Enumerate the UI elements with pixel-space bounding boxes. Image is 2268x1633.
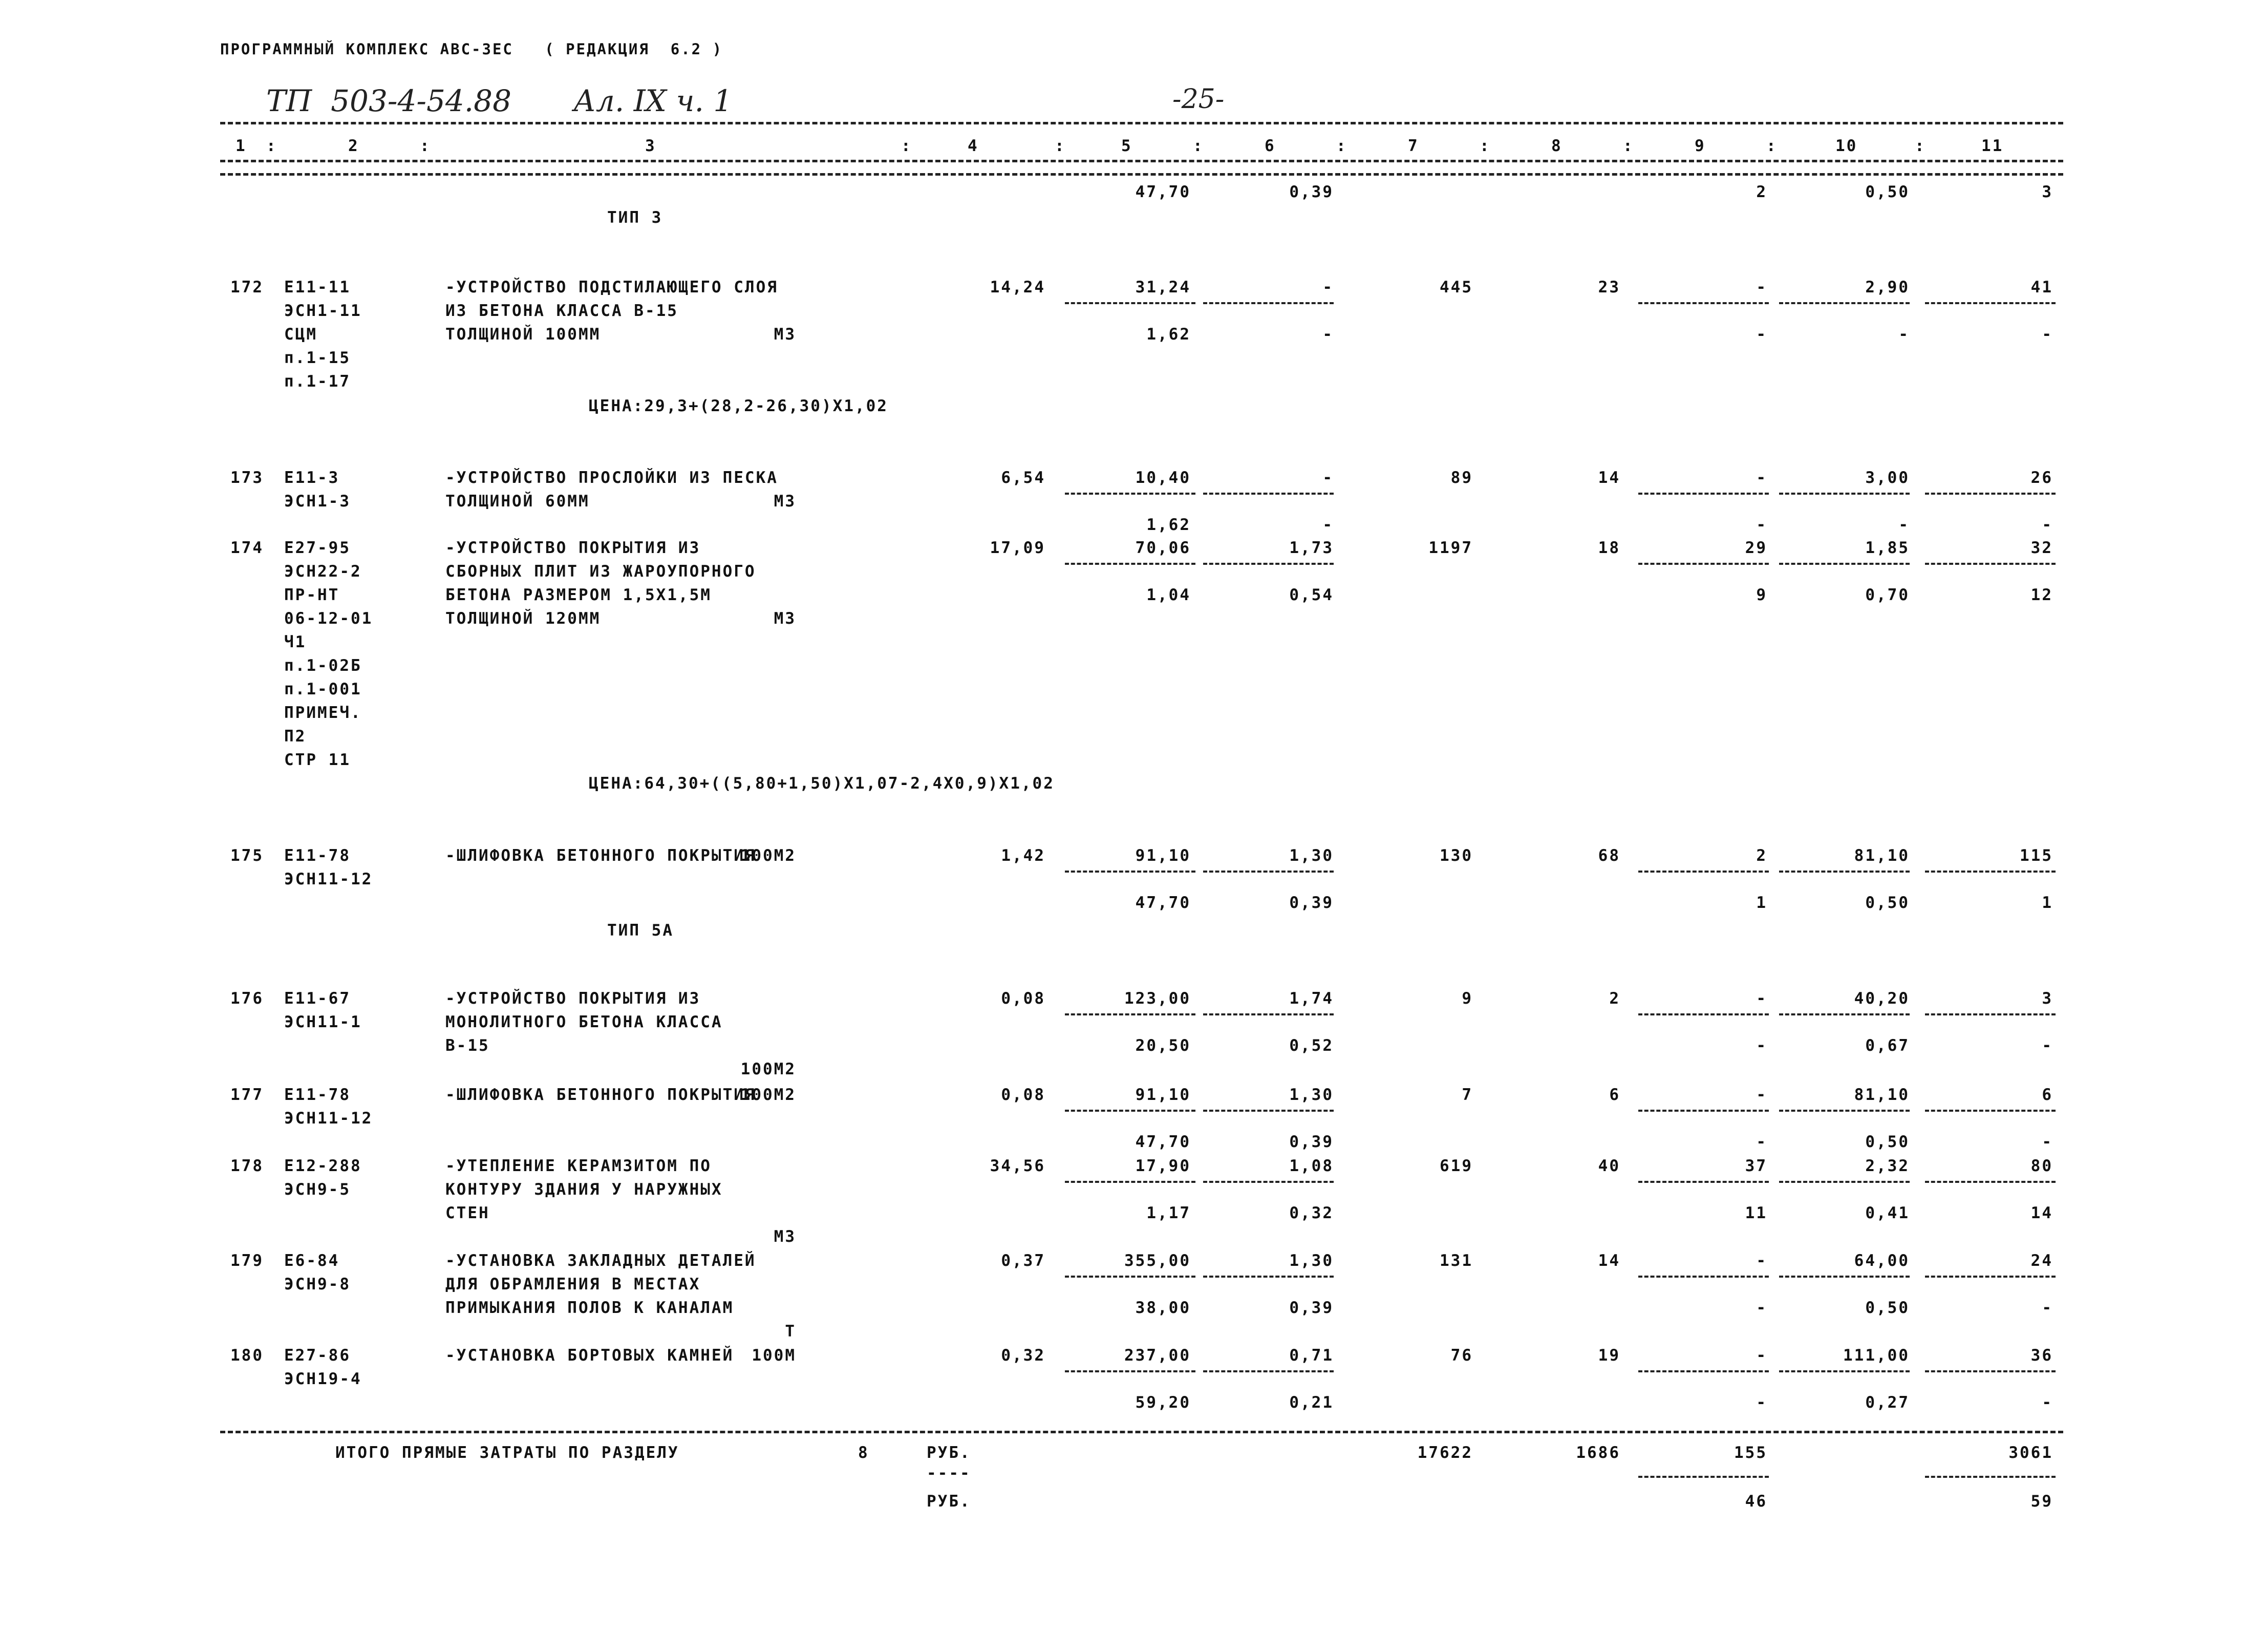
subtotal-divider [1779, 1110, 1910, 1112]
subtotal-divider [1925, 1181, 2056, 1183]
col6-value: 1,74 [1289, 989, 1334, 1008]
col9-sub-value: - [1756, 325, 1767, 344]
norm-code: Е11-67 [284, 989, 351, 1008]
subtotal-divider [1925, 1013, 2056, 1015]
work-description: СТЕН [445, 1204, 490, 1222]
type-label: ТИП 3 [607, 208, 663, 227]
col10-value: 40,20 [1854, 989, 1910, 1008]
work-description: -УСТАНОВКА ЗАКЛАДНЫХ ДЕТАЛЕЙ [445, 1252, 756, 1270]
totals-unit-2: РУБ. [927, 1492, 971, 1511]
totals-col7: 17622 [1417, 1444, 1473, 1462]
norm-code: ЭСН19-4 [284, 1370, 362, 1388]
col11-sub-value: 1 [2042, 894, 2053, 912]
unit-of-measure: М3 [774, 492, 796, 511]
col11-sub-value: - [2042, 1393, 2053, 1412]
subtotal-divider [1065, 563, 1195, 565]
row-number: 177 [230, 1086, 264, 1104]
work-description: -УСТАНОВКА БОРТОВЫХ КАМНЕЙ [445, 1346, 734, 1365]
col11-value: 36 [2030, 1346, 2053, 1365]
unit-of-measure: М3 [774, 325, 796, 344]
work-description: -УСТРОЙСТВО ПРОСЛОЙКИ ИЗ ПЕСКА [445, 469, 778, 487]
subtotal-divider [1065, 1276, 1195, 1278]
type-label: ТИП 5А [607, 921, 674, 940]
column-number-10: 10 [1835, 137, 1858, 155]
col10-sub-value: 0,70 [1865, 586, 1910, 604]
document-code: ТП 503-4-54.88 [266, 83, 511, 118]
work-description: ДЛЯ ОБРАМЛЕНИЯ В МЕСТАХ [445, 1275, 701, 1293]
totals-col9-divider [1638, 1476, 1769, 1478]
col9-sub-value: - [1756, 516, 1767, 534]
col9-value: - [1756, 278, 1767, 296]
col7-value: 9 [1462, 989, 1473, 1008]
col10-value: 81,10 [1854, 1086, 1910, 1104]
subtotal-divider [1203, 302, 1334, 304]
col9-sub-value: - [1756, 1036, 1767, 1055]
col6-value: 1,30 [1289, 846, 1334, 865]
col8-value: 40 [1598, 1157, 1620, 1175]
totals-col8: 1686 [1576, 1444, 1620, 1462]
norm-code: Е27-95 [284, 539, 351, 557]
col10-sub-value: 0,50 [1865, 1133, 1910, 1151]
subtotal-divider [1638, 1110, 1769, 1112]
subtotal-divider [1925, 1370, 2056, 1372]
header-divider-mid [220, 160, 2063, 162]
col8-value: 68 [1598, 846, 1620, 865]
subtotal-divider [1638, 563, 1769, 565]
column-number-11: 11 [1981, 137, 2004, 155]
col7-value: 131 [1440, 1252, 1473, 1270]
unit-of-measure: 100М2 [740, 1086, 796, 1104]
row-number: 172 [230, 278, 264, 296]
col7-value: 89 [1450, 469, 1473, 487]
col5-sub-value: 59,20 [1135, 1393, 1191, 1412]
norm-code: Ч1 [284, 633, 307, 651]
subtotal-divider [1638, 1276, 1769, 1278]
norm-code: ЭСН11-1 [284, 1013, 362, 1031]
quantity: 0,08 [1001, 1086, 1045, 1104]
col10-sub-value: 0,50 [1865, 894, 1910, 912]
col5-value: 10,40 [1135, 469, 1191, 487]
quantity: 0,37 [1001, 1252, 1045, 1270]
album-reference: Ал. IX ч. 1 [573, 83, 733, 118]
col9-sub-value: 1 [1756, 894, 1767, 912]
col11-sub-value: - [2042, 516, 2053, 534]
col5-value: 123,00 [1124, 989, 1191, 1008]
subtotal-divider [1203, 1370, 1334, 1372]
work-description: СБОРНЫХ ПЛИТ ИЗ ЖАРОУПОРНОГО [445, 562, 756, 581]
work-description: ТОЛЩИНОЙ 100ММ [445, 325, 601, 344]
column-separator: : [1623, 137, 1634, 155]
col7-value: 76 [1450, 1346, 1473, 1365]
totals-col11-divider [1925, 1476, 2056, 1478]
col10-value: 111,00 [1843, 1346, 1910, 1365]
norm-code: ЭСН11-12 [284, 1109, 373, 1128]
norm-code: п.1-001 [284, 680, 362, 698]
col8-value: 14 [1598, 1252, 1620, 1270]
col6-sub-value: 0,52 [1289, 1036, 1334, 1055]
column-separator: : [1336, 137, 1347, 155]
norm-code: ЭСН9-8 [284, 1275, 351, 1293]
carry-col6: 0,39 [1289, 183, 1334, 201]
work-description: -УСТРОЙСТВО ПОКРЫТИЯ ИЗ [445, 989, 701, 1008]
norm-code: СТР 11 [284, 751, 351, 769]
subtotal-divider [1203, 1276, 1334, 1278]
work-description: -УСТРОЙСТВО ПОДСТИЛАЮЩЕГО СЛОЯ [445, 278, 778, 296]
col10-value: 81,10 [1854, 846, 1910, 865]
unit-of-measure: Т [785, 1322, 796, 1341]
norm-code: ЭСН1-11 [284, 302, 362, 320]
col9-sub-value: - [1756, 1299, 1767, 1317]
col9-sub-value: 9 [1756, 586, 1767, 604]
page-number: -25- [1172, 84, 1225, 115]
col10-sub-value: - [1898, 325, 1910, 344]
subtotal-divider [1779, 1276, 1910, 1278]
row-number: 174 [230, 539, 264, 557]
col11-value: 41 [2030, 278, 2053, 296]
col10-sub-value: - [1898, 516, 1910, 534]
col8-value: 6 [1609, 1086, 1620, 1104]
col6-sub-value: - [1322, 325, 1334, 344]
col9-value: 37 [1745, 1157, 1767, 1175]
col7-value: 445 [1440, 278, 1473, 296]
col11-sub-value: - [2042, 325, 2053, 344]
row-number: 179 [230, 1252, 264, 1270]
carry-col5: 47,70 [1135, 183, 1191, 201]
col6-value: 1,30 [1289, 1252, 1334, 1270]
col11-sub-value: 14 [2030, 1204, 2053, 1222]
col8-value: 18 [1598, 539, 1620, 557]
col7-value: 1197 [1428, 539, 1473, 557]
subtotal-divider [1065, 1110, 1195, 1112]
work-description: В-15 [445, 1036, 490, 1055]
column-number-6: 6 [1265, 137, 1276, 155]
col6-value: 1,30 [1289, 1086, 1334, 1104]
row-number: 173 [230, 469, 264, 487]
subtotal-divider [1779, 1181, 1910, 1183]
work-description: -ШЛИФОВКА БЕТОННОГО ПОКРЫТИЯ [445, 1086, 756, 1104]
subtotal-divider [1779, 493, 1910, 495]
col9-sub-value: 11 [1745, 1204, 1767, 1222]
col8-value: 23 [1598, 278, 1620, 296]
col6-value: 1,08 [1289, 1157, 1334, 1175]
price-formula: ЦЕНА:64,30+((5,80+1,50)Х1,07-2,4Х0,9)Х1,02 [589, 774, 1055, 793]
col5-sub-value: 1,62 [1146, 325, 1191, 344]
col9-value: - [1756, 1252, 1767, 1270]
col11-value: 26 [2030, 469, 2053, 487]
col8-value: 19 [1598, 1346, 1620, 1365]
col10-value: 1,85 [1865, 539, 1910, 557]
norm-code: ЭСН1-3 [284, 492, 351, 511]
subtotal-divider [1065, 871, 1195, 873]
norm-code: Е27-86 [284, 1346, 351, 1365]
col5-sub-value: 47,70 [1135, 894, 1191, 912]
col10-sub-value: 0,27 [1865, 1393, 1910, 1412]
column-number-8: 8 [1551, 137, 1563, 155]
col6-sub-value: 0,32 [1289, 1204, 1334, 1222]
column-number-7: 7 [1408, 137, 1419, 155]
quantity: 1,42 [1001, 846, 1045, 865]
column-separator: : [901, 137, 912, 155]
program-title: ПРОГРАММНЫЙ КОМПЛЕКС АВС-3ЕС ( РЕДАКЦИЯ 6.2 ) [220, 40, 723, 58]
work-description: ТОЛЩИНОЙ 120ММ [445, 609, 601, 628]
col6-sub-value: 0,39 [1289, 1133, 1334, 1151]
norm-code: п.1-17 [284, 372, 351, 391]
quantity: 34,56 [990, 1157, 1045, 1175]
subtotal-divider [1203, 1013, 1334, 1015]
norm-code: ПРИМЕЧ. [284, 704, 362, 722]
column-number-3: 3 [645, 137, 656, 155]
col5-sub-value: 1,04 [1146, 586, 1191, 604]
col6-value: - [1322, 278, 1334, 296]
norm-code: Е11-11 [284, 278, 351, 296]
subtotal-divider [1925, 493, 2056, 495]
norm-code: п.1-02Б [284, 656, 362, 675]
norm-code: Е11-78 [284, 846, 351, 865]
col11-value: 80 [2030, 1157, 2053, 1175]
row-number: 175 [230, 846, 264, 865]
col6-sub-value: 0,21 [1289, 1393, 1334, 1412]
work-description: ТОЛЩИНОЙ 60ММ [445, 492, 590, 511]
col11-sub-value: - [2042, 1133, 2053, 1151]
column-number-4: 4 [968, 137, 979, 155]
col6-sub-value: - [1322, 516, 1334, 534]
subtotal-divider [1925, 1276, 2056, 1278]
column-separator: : [1915, 137, 1926, 155]
subtotal-divider [1779, 302, 1910, 304]
work-description: -УТЕПЛЕНИЕ КЕРАМЗИТОМ ПО [445, 1157, 712, 1175]
price-formula: ЦЕНА:29,3+(28,2-26,30)Х1,02 [589, 397, 888, 415]
subtotal-divider [1779, 563, 1910, 565]
subtotal-divider [1925, 871, 2056, 873]
header-divider-top [220, 122, 2063, 124]
col9-value: - [1756, 1086, 1767, 1104]
totals-unit: РУБ. [927, 1444, 971, 1462]
totals-col11: 3061 [2008, 1444, 2053, 1462]
col10-value: 2,90 [1865, 278, 1910, 296]
subtotal-divider [1925, 1110, 2056, 1112]
norm-code: СЦМ [284, 325, 317, 344]
work-description: БЕТОНА РАЗМЕРОМ 1,5Х1,5М [445, 586, 712, 604]
norm-code: ПР-НТ [284, 586, 340, 604]
col7-value: 619 [1440, 1157, 1473, 1175]
totals-separator: ---- [927, 1464, 971, 1482]
work-description: ПРИМЫКАНИЯ ПОЛОВ К КАНАЛАМ [445, 1299, 734, 1317]
subtotal-divider [1638, 493, 1769, 495]
col5-sub-value: 47,70 [1135, 1133, 1191, 1151]
col5-value: 17,90 [1135, 1157, 1191, 1175]
totals-label: ИТОГО ПРЯМЫЕ ЗАТРАТЫ ПО РАЗДЕЛУ [335, 1444, 679, 1462]
col5-value: 237,00 [1124, 1346, 1191, 1365]
col5-sub-value: 1,62 [1146, 516, 1191, 534]
col9-value: - [1756, 469, 1767, 487]
quantity: 0,08 [1001, 989, 1045, 1008]
col10-sub-value: 0,67 [1865, 1036, 1910, 1055]
column-number-1: 1 [236, 137, 247, 155]
work-description: ИЗ БЕТОНА КЛАССА В-15 [445, 302, 678, 320]
col11-value: 32 [2030, 539, 2053, 557]
unit-of-measure: М3 [774, 1227, 796, 1246]
col6-sub-value: 0,39 [1289, 894, 1334, 912]
norm-code: Е12-288 [284, 1157, 362, 1175]
col5-value: 355,00 [1124, 1252, 1191, 1270]
col11-sub-value: 12 [2030, 586, 2053, 604]
subtotal-divider [1203, 1110, 1334, 1112]
subtotal-divider [1065, 1181, 1195, 1183]
unit-of-measure: 100М [752, 1346, 796, 1365]
col6-value: 1,73 [1289, 539, 1334, 557]
subtotal-divider [1065, 493, 1195, 495]
norm-code: Е6-84 [284, 1252, 340, 1270]
subtotal-divider [1065, 1013, 1195, 1015]
col9-sub-value: - [1756, 1393, 1767, 1412]
subtotal-divider [1638, 302, 1769, 304]
column-separator: : [1193, 137, 1204, 155]
carry-col11: 3 [2042, 183, 2053, 201]
col5-sub-value: 20,50 [1135, 1036, 1191, 1055]
work-description: -ШЛИФОВКА БЕТОННОГО ПОКРЫТИЯ [445, 846, 756, 865]
work-description: КОНТУРУ ЗДАНИЯ У НАРУЖНЫХ [445, 1180, 723, 1199]
totals-col11-sub: 59 [2030, 1492, 2053, 1511]
norm-code: п.1-15 [284, 349, 351, 367]
subtotal-divider [1638, 1013, 1769, 1015]
col10-sub-value: 0,50 [1865, 1299, 1910, 1317]
totals-divider [220, 1431, 2063, 1433]
totals-col9: 155 [1734, 1444, 1767, 1462]
col11-value: 3 [2042, 989, 2053, 1008]
col11-sub-value: - [2042, 1036, 2053, 1055]
col11-value: 6 [2042, 1086, 2053, 1104]
col9-value: - [1756, 1346, 1767, 1365]
carry-col9: 2 [1756, 183, 1767, 201]
header-divider-bottom [220, 173, 2063, 176]
quantity: 0,32 [1001, 1346, 1045, 1365]
row-number: 180 [230, 1346, 264, 1365]
column-separator: : [266, 137, 277, 155]
norm-code: Е11-78 [284, 1086, 351, 1104]
col6-value: - [1322, 469, 1334, 487]
subtotal-divider [1065, 1370, 1195, 1372]
col6-sub-value: 0,39 [1289, 1299, 1334, 1317]
subtotal-divider [1779, 1013, 1910, 1015]
col5-value: 91,10 [1135, 846, 1191, 865]
norm-code: ЭСН9-5 [284, 1180, 351, 1199]
col10-value: 64,00 [1854, 1252, 1910, 1270]
subtotal-divider [1779, 871, 1910, 873]
column-separator: : [1766, 137, 1778, 155]
subtotal-divider [1779, 1370, 1910, 1372]
norm-code: П2 [284, 727, 307, 746]
col6-sub-value: 0,54 [1289, 586, 1334, 604]
col5-value: 91,10 [1135, 1086, 1191, 1104]
subtotal-divider [1203, 871, 1334, 873]
col9-sub-value: - [1756, 1133, 1767, 1151]
column-number-5: 5 [1121, 137, 1132, 155]
subtotal-divider [1203, 1181, 1334, 1183]
totals-section: 8 [858, 1444, 869, 1462]
subtotal-divider [1065, 302, 1195, 304]
col11-value: 24 [2030, 1252, 2053, 1270]
column-number-2: 2 [348, 137, 359, 155]
column-separator: : [1480, 137, 1491, 155]
norm-code: Е11-3 [284, 469, 340, 487]
subtotal-divider [1638, 1181, 1769, 1183]
col5-sub-value: 38,00 [1135, 1299, 1191, 1317]
col6-value: 0,71 [1289, 1346, 1334, 1365]
quantity: 6,54 [1001, 469, 1045, 487]
col9-value: - [1756, 989, 1767, 1008]
unit-of-measure: М3 [774, 609, 796, 628]
col9-value: 2 [1756, 846, 1767, 865]
totals-col9-sub: 46 [1745, 1492, 1767, 1511]
quantity: 17,09 [990, 539, 1045, 557]
subtotal-divider [1638, 871, 1769, 873]
column-separator: : [420, 137, 431, 155]
unit-of-measure: 100М2 [740, 846, 796, 865]
col10-value: 2,32 [1865, 1157, 1910, 1175]
quantity: 14,24 [990, 278, 1045, 296]
col11-value: 115 [2020, 846, 2053, 865]
unit-of-measure: 100М2 [740, 1060, 796, 1078]
col8-value: 14 [1598, 469, 1620, 487]
col11-sub-value: - [2042, 1299, 2053, 1317]
subtotal-divider [1638, 1370, 1769, 1372]
row-number: 176 [230, 989, 264, 1008]
carry-col10: 0,50 [1865, 183, 1910, 201]
norm-code: ЭСН22-2 [284, 562, 362, 581]
col5-value: 70,06 [1135, 539, 1191, 557]
work-description: -УСТРОЙСТВО ПОКРЫТИЯ ИЗ [445, 539, 701, 557]
col7-value: 7 [1462, 1086, 1473, 1104]
col10-sub-value: 0,41 [1865, 1204, 1910, 1222]
subtotal-divider [1203, 563, 1334, 565]
norm-code: ЭСН11-12 [284, 870, 373, 888]
col5-value: 31,24 [1135, 278, 1191, 296]
row-number: 178 [230, 1157, 264, 1175]
column-number-9: 9 [1695, 137, 1706, 155]
col8-value: 2 [1609, 989, 1620, 1008]
subtotal-divider [1925, 302, 2056, 304]
col9-value: 29 [1745, 539, 1767, 557]
norm-code: 06-12-01 [284, 609, 373, 628]
subtotal-divider [1925, 563, 2056, 565]
col7-value: 130 [1440, 846, 1473, 865]
work-description: МОНОЛИТНОГО БЕТОНА КЛАССА [445, 1013, 723, 1031]
column-separator: : [1055, 137, 1066, 155]
subtotal-divider [1203, 493, 1334, 495]
col10-value: 3,00 [1865, 469, 1910, 487]
col5-sub-value: 1,17 [1146, 1204, 1191, 1222]
